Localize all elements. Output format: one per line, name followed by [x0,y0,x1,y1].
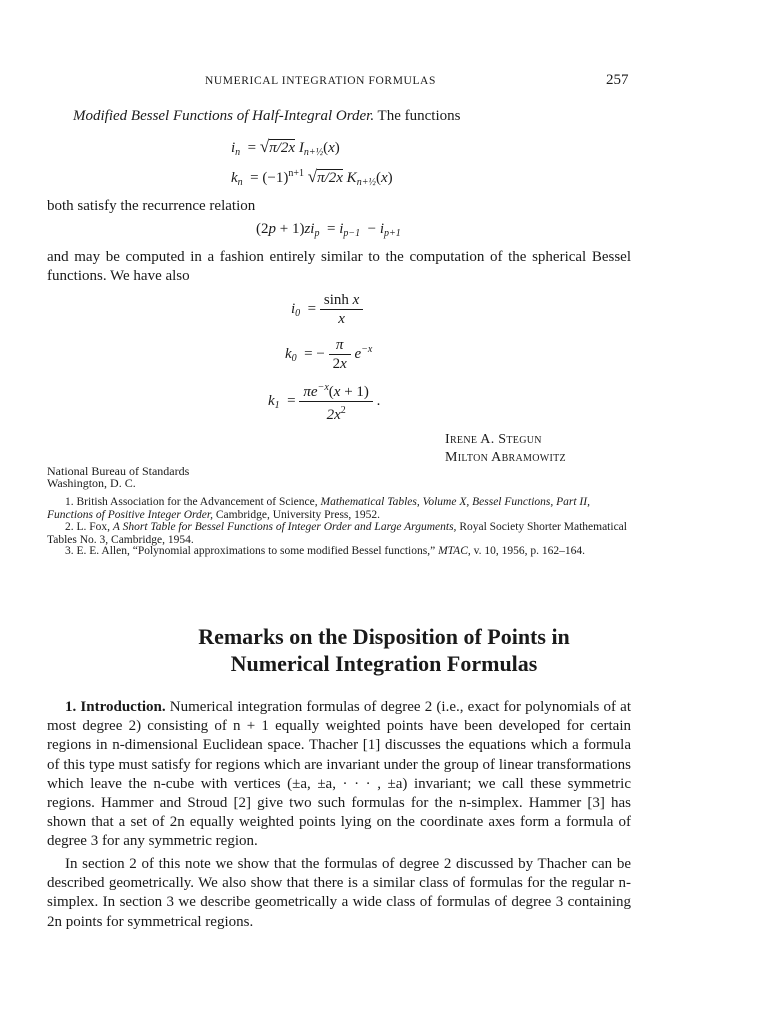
reference-1 [47,496,633,521]
reference-2 [47,521,633,546]
reference-1-post: Cambridge, University Press, 1952. [212,508,381,521]
page-number: 257 [606,72,629,88]
article-title-line2: Numerical Integration Formulas [230,651,538,676]
reference-2-title: A Short Table for Bessel Functions of Integer Order and Large Arguments, [112,521,457,533]
introduction-paragraph [47,698,631,852]
author-stegun: Irene A. Stegun [445,432,542,447]
section-overview-paragraph: In section 2 of this note we show that the formulas of degree 2 discussed by Thacher can be described geometrically. We also show that there is a similar class of formulas for the regular n-simplex. In section 3 we describe geometrically a wide class of formulas of degree 3 containing 2n points for symmetrical regions. [47,856,631,930]
bessel-paragraph: and may be computed in a fashion entirely similar to the computation of the spherical Bessel functions. We have also [47,249,631,284]
equation-i-n: $i_n = √\pi/2x$ $I_{n+\frac{1}{2}}(x)$ [231,137,340,158]
reference-3-pre: 3. E. E. Allen, “Polynomial approximations to some modified Bessel functions,” [65,545,439,557]
affiliation-line2: Washington, D. C. [47,476,136,490]
reference-1-title: Mathematical Tables, Volume X, Bessel Functions, Part II, Functions of Positive Integer Order, [47,496,590,521]
introduction-text: Numerical integration formulas of degree 2 (i.e., exact for polynomials of at most degree 2) consisting of n + 1 equally weighted points have been developed for certain regions in n-dimensional Euclidean space. Thacher [1] discusses the equations which a formula of this type must satisfy for regions which are invariant under the group of linear transformations which leave the n-cube with vertices (±a, ±a, · · · , ±a) invariant; we call these symmetric regions. Hammer and Stroud [2] give two such formulas for the n-simplex. Hammer [3] has shown that a set of 2n equally weighted points lying on the coordinate axes form a formula of degree 3 for any symmetric region. [47,699,631,850]
recurrence-intro: both satisfy the recurrence relation [47,198,256,214]
equation-k-one: $k_1$ = $\frac{\pi e^{-x}(x + 1)}{2x^2}$ . [268,382,381,423]
affiliation-line1: National Bureau of Standards [47,464,190,478]
bessel-section-heading: Modified Bessel Functions of Half-Integral Order. [73,108,375,124]
article-title [47,623,721,677]
reference-3-title: MTAC, [438,545,471,557]
equation-k-n: $k_n = (-1)^{n+1}$ √π/2x $K_{n+\frac{1}{2}}(x)$ [231,167,393,188]
introduction-heading: 1. Introduction. [65,699,166,715]
reference-2-post: Royal Society Shorter Mathematical Tables No. 3, Cambridge, 1954. [47,521,627,546]
reference-3-post: v. 10, 1956, p. 162–164. [470,545,586,557]
reference-2-pre: 2. L. Fox, [65,521,113,533]
article-title-line1: Remarks on the Disposition of Points in [198,624,570,649]
reference-3 [47,545,633,558]
bessel-section-heading-tail: The functions [374,108,461,124]
equation-recurrence: $(2p + 1)zi_p = i_{p-1} - i_{p+1}$ [256,221,401,239]
equation-k-zero: $k_0$ = − $\frac{\pi}{2x}$ $e^{-x}$ [285,337,373,372]
author-abramowitz: Milton Abramowitz [445,450,566,465]
bessel-section-lead [73,108,460,125]
reference-1-pre: 1. British Association for the Advancement of Science, [65,496,321,508]
running-title: NUMERICAL INTEGRATION FORMULAS [205,75,436,87]
equation-i-zero: $i_0$ = $\frac{\text{sinh x}}{x}$ [291,292,363,327]
